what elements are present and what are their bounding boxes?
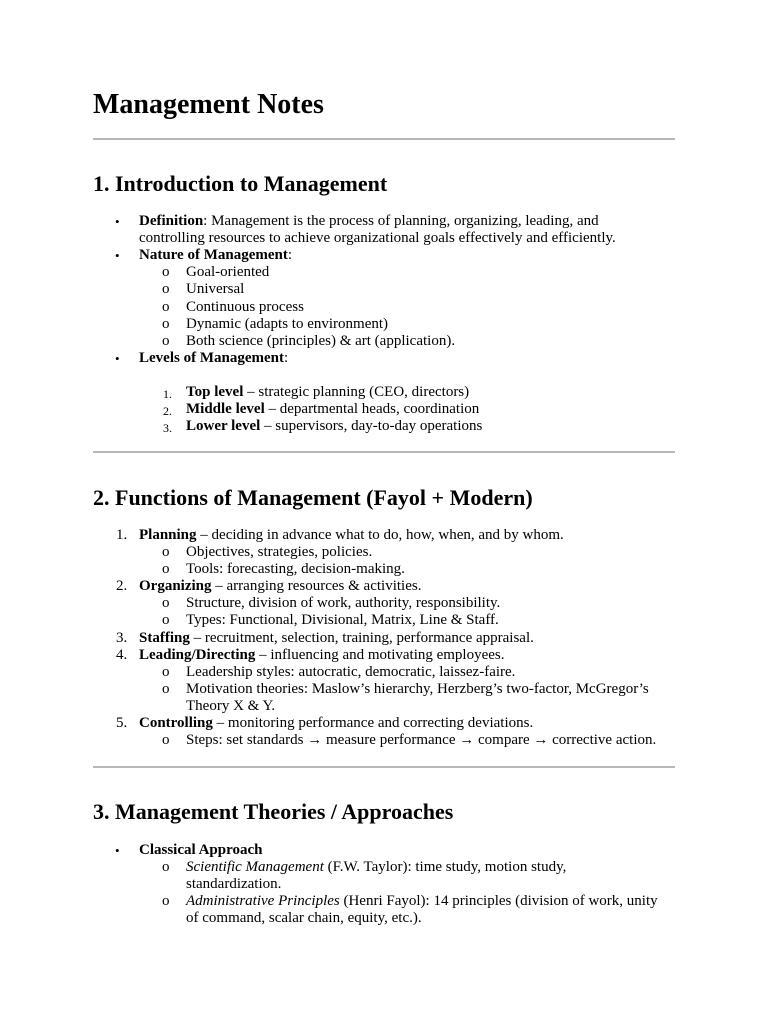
definition-label: Definition bbox=[139, 213, 204, 229]
function-label: Planning bbox=[139, 527, 197, 543]
section-heading-functions: 2. Functions of Management (Fayol + Modern) bbox=[93, 485, 533, 510]
level-number: 2. bbox=[163, 404, 172, 418]
circle-marker: o bbox=[162, 281, 170, 297]
theory-text: (Henri Fayol): 14 principles (division of work, unity bbox=[339, 893, 658, 909]
list-number: 4. bbox=[116, 647, 128, 663]
classical-approach-label: Classical Approach bbox=[139, 842, 263, 858]
divider bbox=[93, 138, 675, 140]
function-text: – deciding in advance what to do, how, when, and by whom. bbox=[196, 527, 564, 543]
function-label: Controlling bbox=[139, 715, 213, 731]
circle-marker: o bbox=[162, 681, 170, 697]
list-number: 5. bbox=[116, 715, 128, 731]
theory-label: Administrative Principles bbox=[186, 893, 340, 909]
circle-marker: o bbox=[162, 859, 170, 875]
levels-label: Levels of Management bbox=[139, 350, 284, 366]
function-controlling bbox=[139, 715, 533, 732]
circle-marker: o bbox=[162, 561, 170, 577]
scientific-management bbox=[186, 859, 566, 876]
circle-marker: o bbox=[162, 595, 170, 611]
bullet-marker: • bbox=[115, 214, 120, 229]
level-label: Top level bbox=[186, 384, 244, 400]
function-text: – recruitment, selection, training, performance appraisal. bbox=[189, 630, 534, 646]
definition-text: : Management is the process of planning, organizing, leading, and bbox=[203, 213, 599, 229]
sub-item: Types: Functional, Divisional, Matrix, Line & Staff. bbox=[186, 612, 499, 628]
sub-item-continued: Theory X & Y. bbox=[186, 698, 276, 714]
sub-item: Tools: forecasting, decision-making. bbox=[186, 561, 405, 577]
function-organizing bbox=[139, 578, 421, 595]
level-label: Middle level bbox=[186, 401, 265, 417]
level-item-lower bbox=[186, 418, 482, 435]
nature-label: Nature of Management bbox=[139, 247, 288, 263]
nature-item: Universal bbox=[186, 281, 245, 297]
circle-marker: o bbox=[162, 612, 170, 628]
level-number: 1. bbox=[163, 387, 172, 401]
sub-item: Objectives, strategies, policies. bbox=[186, 544, 373, 560]
sub-item: Structure, division of work, authority, responsibility. bbox=[186, 595, 501, 611]
function-label: Staffing bbox=[139, 630, 190, 646]
nature-item: Both science (principles) & art (application). bbox=[186, 333, 456, 349]
circle-marker: o bbox=[162, 333, 170, 349]
bullet-marker: • bbox=[115, 248, 120, 263]
function-text: – influencing and motivating employees. bbox=[255, 647, 505, 663]
section-heading-theories: 3. Management Theories / Approaches bbox=[93, 799, 454, 824]
function-leading bbox=[139, 647, 505, 664]
circle-marker: o bbox=[162, 264, 170, 280]
theory-text-continued: of command, scalar chain, equity, etc.). bbox=[186, 910, 422, 926]
divider bbox=[93, 451, 675, 453]
circle-marker: o bbox=[162, 732, 170, 748]
level-number: 3. bbox=[163, 421, 172, 435]
nature-heading bbox=[139, 247, 292, 264]
theory-label: Scientific Management bbox=[186, 859, 324, 875]
levels-colon: : bbox=[283, 350, 289, 366]
section-heading-introduction: 1. Introduction to Management bbox=[93, 171, 388, 196]
divider bbox=[93, 766, 675, 768]
administrative-principles bbox=[186, 893, 658, 910]
circle-marker: o bbox=[162, 299, 170, 315]
function-text: – monitoring performance and correcting deviations. bbox=[212, 715, 534, 731]
bullet-marker: • bbox=[115, 351, 120, 366]
function-staffing bbox=[139, 630, 534, 647]
nature-colon: : bbox=[287, 247, 293, 263]
theory-text: (F.W. Taylor): time study, motion study, bbox=[323, 859, 567, 875]
list-number: 3. bbox=[116, 630, 128, 646]
level-text: – strategic planning (CEO, directors) bbox=[243, 384, 470, 400]
level-text: – supervisors, day-to-day operations bbox=[260, 418, 483, 434]
level-item-middle bbox=[186, 401, 479, 418]
definition-line bbox=[139, 213, 599, 230]
sub-item: Leadership styles: autocratic, democratic, laissez-faire. bbox=[186, 664, 516, 680]
level-label: Lower level bbox=[186, 418, 261, 434]
circle-marker: o bbox=[162, 544, 170, 560]
level-text: – departmental heads, coordination bbox=[264, 401, 480, 417]
levels-heading bbox=[139, 350, 288, 367]
sub-item: Motivation theories: Maslow’s hierarchy, Herzberg’s two-factor, McGregor’s bbox=[186, 681, 649, 697]
definition-text-continued: controlling resources to achieve organizational goals effectively and efficiently. bbox=[139, 230, 616, 246]
nature-item: Goal-oriented bbox=[186, 264, 270, 280]
nature-item: Dynamic (adapts to environment) bbox=[186, 316, 389, 332]
circle-marker: o bbox=[162, 664, 170, 680]
list-number: 2. bbox=[116, 578, 128, 594]
function-label: Leading/Directing bbox=[139, 647, 256, 663]
page-title: Management Notes bbox=[93, 89, 324, 120]
function-text: – arranging resources & activities. bbox=[211, 578, 422, 594]
theory-text-continued: standardization. bbox=[186, 876, 282, 892]
list-number: 1. bbox=[116, 527, 128, 543]
circle-marker: o bbox=[162, 316, 170, 332]
circle-marker: o bbox=[162, 893, 170, 909]
function-label: Organizing bbox=[139, 578, 212, 594]
function-planning bbox=[139, 527, 564, 544]
level-item-top bbox=[186, 384, 469, 401]
bullet-marker: • bbox=[115, 843, 120, 858]
sub-item: Steps: set standards → measure performance → compare → corrective action. bbox=[186, 732, 657, 748]
nature-item: Continuous process bbox=[186, 299, 304, 315]
